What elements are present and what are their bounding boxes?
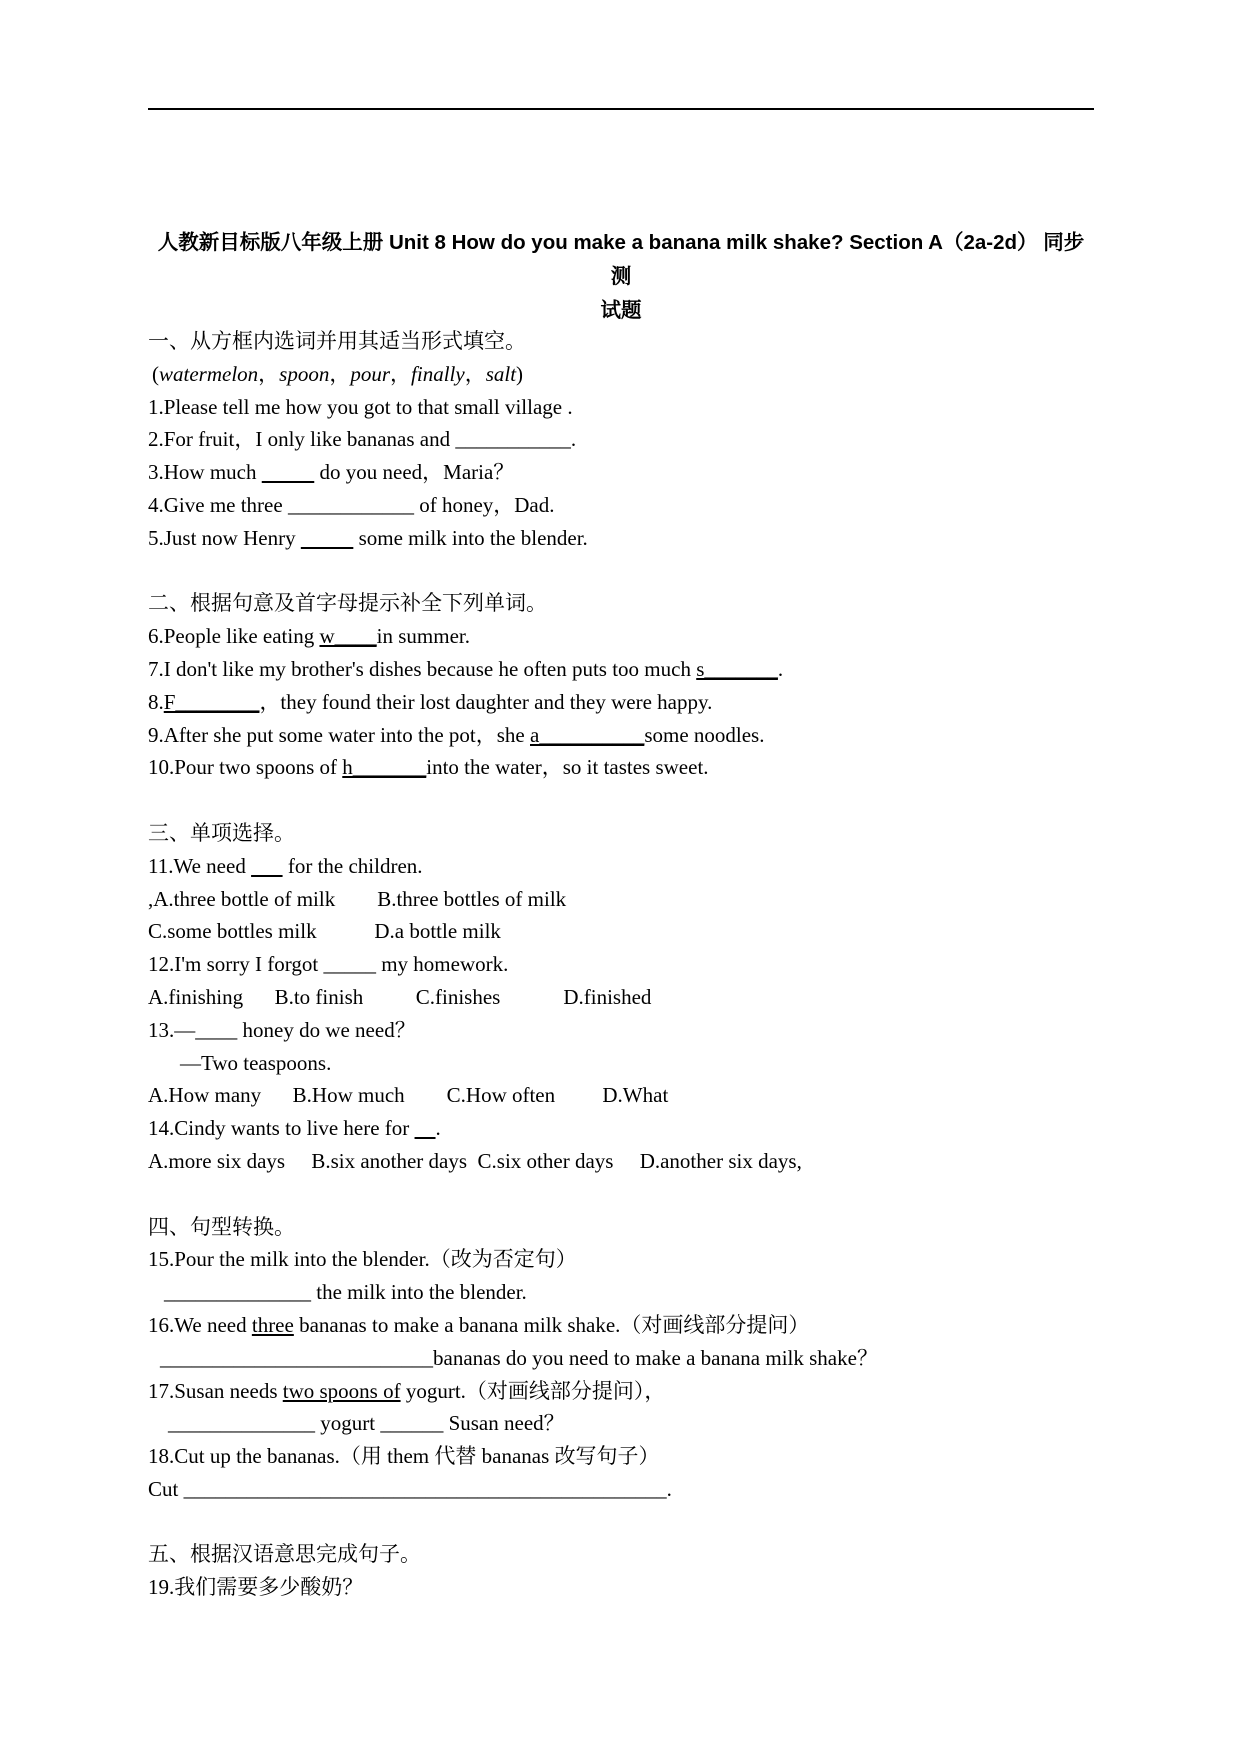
question-12: 12.I'm sorry I forgot _____ my homework. <box>148 952 509 977</box>
question-11-options-2: C.some bottles milk D.a bottle milk <box>148 919 501 944</box>
word-finally: finally <box>411 361 465 386</box>
question-11: 11.We need for the children. <box>148 853 423 878</box>
question-8: 8.F________，they found their lost daughter and they were happy. <box>148 689 713 714</box>
question-17-answer-line: ______________ yogurt ______ Susan need？ <box>168 1411 565 1436</box>
section-4-heading: 四、句型转换。 <box>148 1214 295 1239</box>
question-7: 7.I don't like my brother's dishes because he often puts too much s_______. <box>148 656 784 681</box>
question-5: 5.Just now Henry some milk into the blender. <box>148 525 588 550</box>
word-pour: pour <box>350 361 391 386</box>
answer-blank <box>301 526 354 550</box>
question-3: 3.How much do you need，Maria？ <box>148 460 515 485</box>
question-13-reply: —Two teaspoons. <box>180 1050 332 1075</box>
section-1-heading: 一、从方框内选词并用其适当形式填空。 <box>148 329 526 353</box>
question-16-answer-line: __________________________bananas do you need to make a banana milk shake？ <box>160 1345 878 1370</box>
section-2-heading: 二、根据句意及首字母提示补全下列单词。 <box>148 591 547 616</box>
question-19: 19.我们需要多少酸奶？ <box>148 1575 364 1600</box>
question-17: 17.Susan needs two spoons of yogurt.（对画线部分提问）， <box>148 1378 666 1403</box>
question-13-options: A.How many B.How much C.How often D.What <box>148 1083 669 1108</box>
question-16: 16.We need three bananas to make a banana milk shake.（对画线部分提问） <box>148 1312 810 1337</box>
word-box: (watermelon，spoon，pour，finally，salt) <box>152 361 524 386</box>
initial-letter-hint: h_______ <box>342 755 427 780</box>
underlined-phrase: three <box>251 1312 294 1337</box>
initial-letter-hint: a__________ <box>530 722 645 747</box>
question-1: 1.Please tell me how you got to that small village . <box>148 394 573 419</box>
word-spoon: spoon <box>279 361 330 386</box>
question-14-options: A.more six days B.six another days C.six other days D.another six days, <box>148 1148 802 1173</box>
question-6: 6.People like eating w____in summer. <box>148 624 470 649</box>
question-9: 9.After she put some water into the pot，she a__________some noodles. <box>148 722 765 747</box>
document-body <box>148 325 1094 1604</box>
question-10: 10.Pour two spoons of h_______into the water，so it tastes sweet. <box>148 755 709 780</box>
title-line-1: 人教新目标版八年级上册 Unit 8 How do you make a banana milk shake? Section A（2a-2d） 同步测 <box>157 231 1085 288</box>
section-5-heading: 五、根据汉语意思完成句子。 <box>148 1542 421 1567</box>
question-2: 2.For fruit，I only like bananas and ___________. <box>148 427 577 452</box>
question-18: 18.Cut up the bananas.（用 them 代替 bananas 改写句子） <box>148 1444 660 1469</box>
answer-blank <box>262 460 315 484</box>
word-salt: salt <box>485 361 517 386</box>
answer-blank <box>251 854 283 878</box>
question-12-options: A.finishing B.to finish C.finishes D.finished <box>148 984 652 1009</box>
section-3-heading: 三、单项选择。 <box>148 820 295 845</box>
document-title <box>148 226 1094 328</box>
question-18-answer-line: Cut ______________________________________________. <box>148 1476 672 1501</box>
question-4: 4.Give me three ____________ of honey，Dad. <box>148 492 555 517</box>
question-11-options-1: ,A.three bottle of milk B.three bottles of milk <box>148 886 567 911</box>
initial-letter-hint: F________ <box>163 689 260 714</box>
answer-blank <box>415 1116 436 1140</box>
word-watermelon: watermelon <box>159 361 259 386</box>
question-13: 13.—____ honey do we need？ <box>148 1017 416 1042</box>
underlined-phrase: two spoons of <box>282 1378 401 1403</box>
title-line-2: 试题 <box>600 299 642 322</box>
initial-letter-hint: w____ <box>319 624 377 649</box>
question-14: 14.Cindy wants to live here for . <box>148 1116 441 1141</box>
question-15-answer-line: ______________ the milk into the blender. <box>164 1280 527 1305</box>
question-15: 15.Pour the milk into the blender.（改为否定句） <box>148 1247 577 1272</box>
header-rule <box>148 108 1094 110</box>
initial-letter-hint: s_______ <box>696 656 778 681</box>
